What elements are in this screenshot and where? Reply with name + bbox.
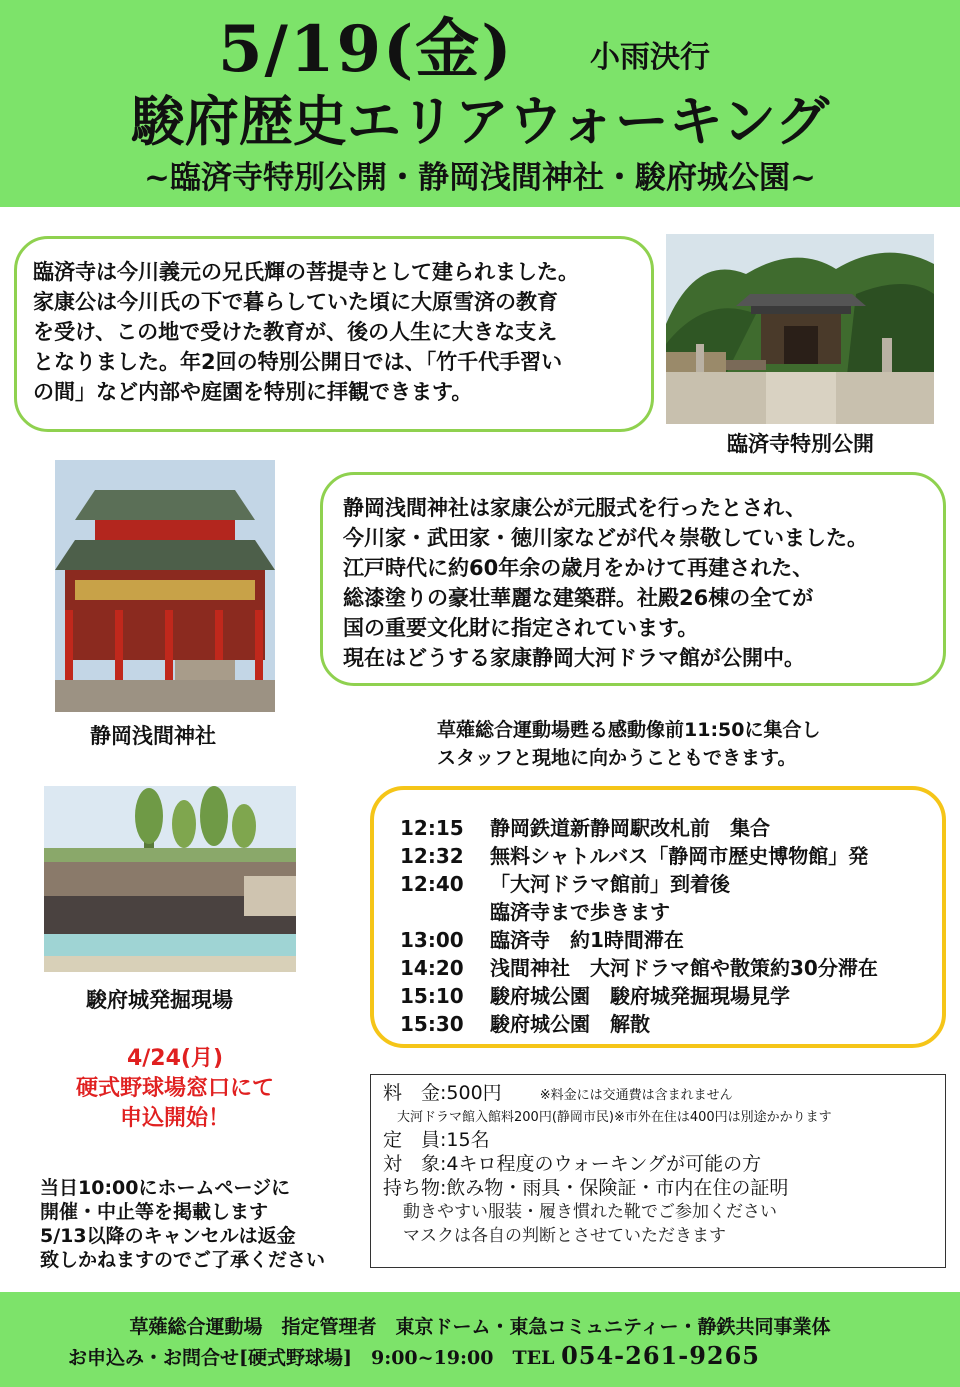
schedule-time: 14:20 <box>400 956 464 980</box>
schedule-text: 浅間神社 大河ドラマ館や散策約30分滞在 <box>490 956 878 980</box>
event-title: 駿府歴史エリアウォーキング <box>130 89 830 153</box>
sengen-shrine-photo <box>55 460 275 712</box>
capacity: 定 員:15名 <box>383 1129 490 1151</box>
schedule-row <box>400 1010 942 1038</box>
schedule-row <box>400 954 942 982</box>
event-details-box <box>370 1074 946 1268</box>
schedule-text: 臨済寺まで歩きます <box>490 900 670 924</box>
schedule-time <box>400 898 490 926</box>
rinzai-line: 家康公は今川氏の下で暮らしていた頃に大原雪済の教育 <box>33 290 558 314</box>
sengen-description-box <box>320 472 946 686</box>
rinzai-line: の間」など内部や庭園を特別に拝観できます。 <box>33 380 473 404</box>
fee-label: 料 金:500円 <box>383 1082 502 1104</box>
sengen-line: 国の重要文化財に指定されています。 <box>343 616 699 640</box>
rinzai-description-box <box>14 236 654 432</box>
schedule-time: 12:40 <box>400 872 464 896</box>
apply-start: 申込開始！ <box>119 1106 230 1131</box>
sengen-line: 総漆塗りの豪壮華麗な建築群。社殿26棟の全てが <box>343 586 814 610</box>
sengen-line: 今川家・武田家・徳川家などが代々崇敬していました。 <box>343 526 868 550</box>
schedule-row <box>400 926 942 954</box>
rinzai-line: となりました。年2回の特別公開日では、「竹千代手習い <box>33 350 563 374</box>
target: 対 象:4キロ程度のウォーキングが可能の方 <box>383 1153 762 1175</box>
rinzai-temple-photo <box>666 234 934 424</box>
schedule-text: 無料シャトルバス「静岡市歴史博物館」発 <box>490 844 869 868</box>
sengen-caption: 静岡浅間神社 <box>90 724 216 748</box>
cancellation-notice <box>40 1176 325 1272</box>
schedule-time: 13:00 <box>400 928 464 952</box>
schedule-text: 臨済寺 約1時間滞在 <box>490 928 684 952</box>
schedule-row <box>400 870 942 898</box>
event-tagline: ~臨済寺特別公開・静岡浅間神社・駿府城公園~ <box>144 160 816 196</box>
application-start <box>40 1044 310 1134</box>
apply-date: 4/24(月) <box>126 1046 224 1071</box>
clothing-note: 動きやすい服装・履き慣れた靴でご参加ください <box>403 1202 777 1222</box>
notice-line: 当日10:00にホームページに <box>40 1177 291 1199</box>
meeting-note <box>437 716 820 772</box>
bring-items: 持ち物:飲み物・雨具・保険証・市内在住の証明 <box>383 1177 789 1199</box>
castle-excavation-photo <box>44 786 296 972</box>
schedule-time: 15:30 <box>400 1012 464 1036</box>
notice-line: 致しかねますのでご了承ください <box>40 1249 326 1271</box>
event-date: 5/19(金) <box>218 12 514 87</box>
schedule-row <box>400 814 942 842</box>
rinzai-line: を受け、この地で受けた教育が、後の人生に大きな支え <box>33 320 558 344</box>
weather-note: 小雨決行 <box>590 40 710 75</box>
sengen-line: 静岡浅間神社は家康公が元服式を行ったとされ、 <box>343 496 807 520</box>
fee-note: ※料金には交通費は含まれません <box>539 1088 733 1103</box>
contact-line <box>68 1342 760 1372</box>
schedule-text: 「大河ドラマ館前」到着後 <box>490 872 730 896</box>
contact-text: お申込み・お問合せ[硬式野球場] 9:00~19:00 TEL <box>68 1347 555 1369</box>
schedule-text: 駿府城公園 解散 <box>490 1012 650 1036</box>
apply-place: 硬式野球場窓口にて <box>75 1076 274 1101</box>
castle-caption: 駿府城発掘現場 <box>86 988 233 1012</box>
organizer-line: 草薙総合運動場 指定管理者 東京ドーム・東急コミュニティー・静鉄共同事業体 <box>129 1316 831 1338</box>
schedule-time: 12:32 <box>400 844 464 868</box>
sengen-line: 江戸時代に約60年余の歳月をかけて再建された、 <box>343 556 814 580</box>
notice-line: 5/13以降のキャンセルは返金 <box>40 1225 296 1247</box>
schedule-row <box>400 982 942 1010</box>
mask-note: マスクは各自の判断とさせていただきます <box>403 1226 726 1246</box>
schedule-row <box>400 898 942 926</box>
schedule-time: 15:10 <box>400 984 464 1008</box>
meeting-note-line: スタッフと現地に向かうこともできます。 <box>437 747 797 769</box>
notice-line: 開催・中止等を掲載します <box>40 1201 269 1223</box>
rinzai-caption: 臨済寺特別公開 <box>727 432 874 456</box>
schedule-time: 12:15 <box>400 816 464 840</box>
schedule-text: 駿府城公園 駿府城発掘現場見学 <box>490 984 790 1008</box>
fee-row <box>383 1081 945 1108</box>
schedule-box <box>370 786 946 1048</box>
schedule-text: 静岡鉄道新静岡駅改札前 集合 <box>490 816 770 840</box>
schedule-row <box>400 842 942 870</box>
rinzai-line: 臨済寺は今川義元の兄氏輝の菩提寺として建られました。 <box>33 260 579 284</box>
phone-number: 054-261-9265 <box>561 1341 760 1370</box>
sengen-line: 現在はどうする家康静岡大河ドラマ館が公開中。 <box>343 646 805 670</box>
fee-sub: 大河ドラマ館入館料200円(静岡市民)※市外在住は400円は別途かかります <box>397 1110 832 1125</box>
meeting-note-line: 草薙総合運動場甦る感動像前11:50に集合し <box>437 719 821 741</box>
